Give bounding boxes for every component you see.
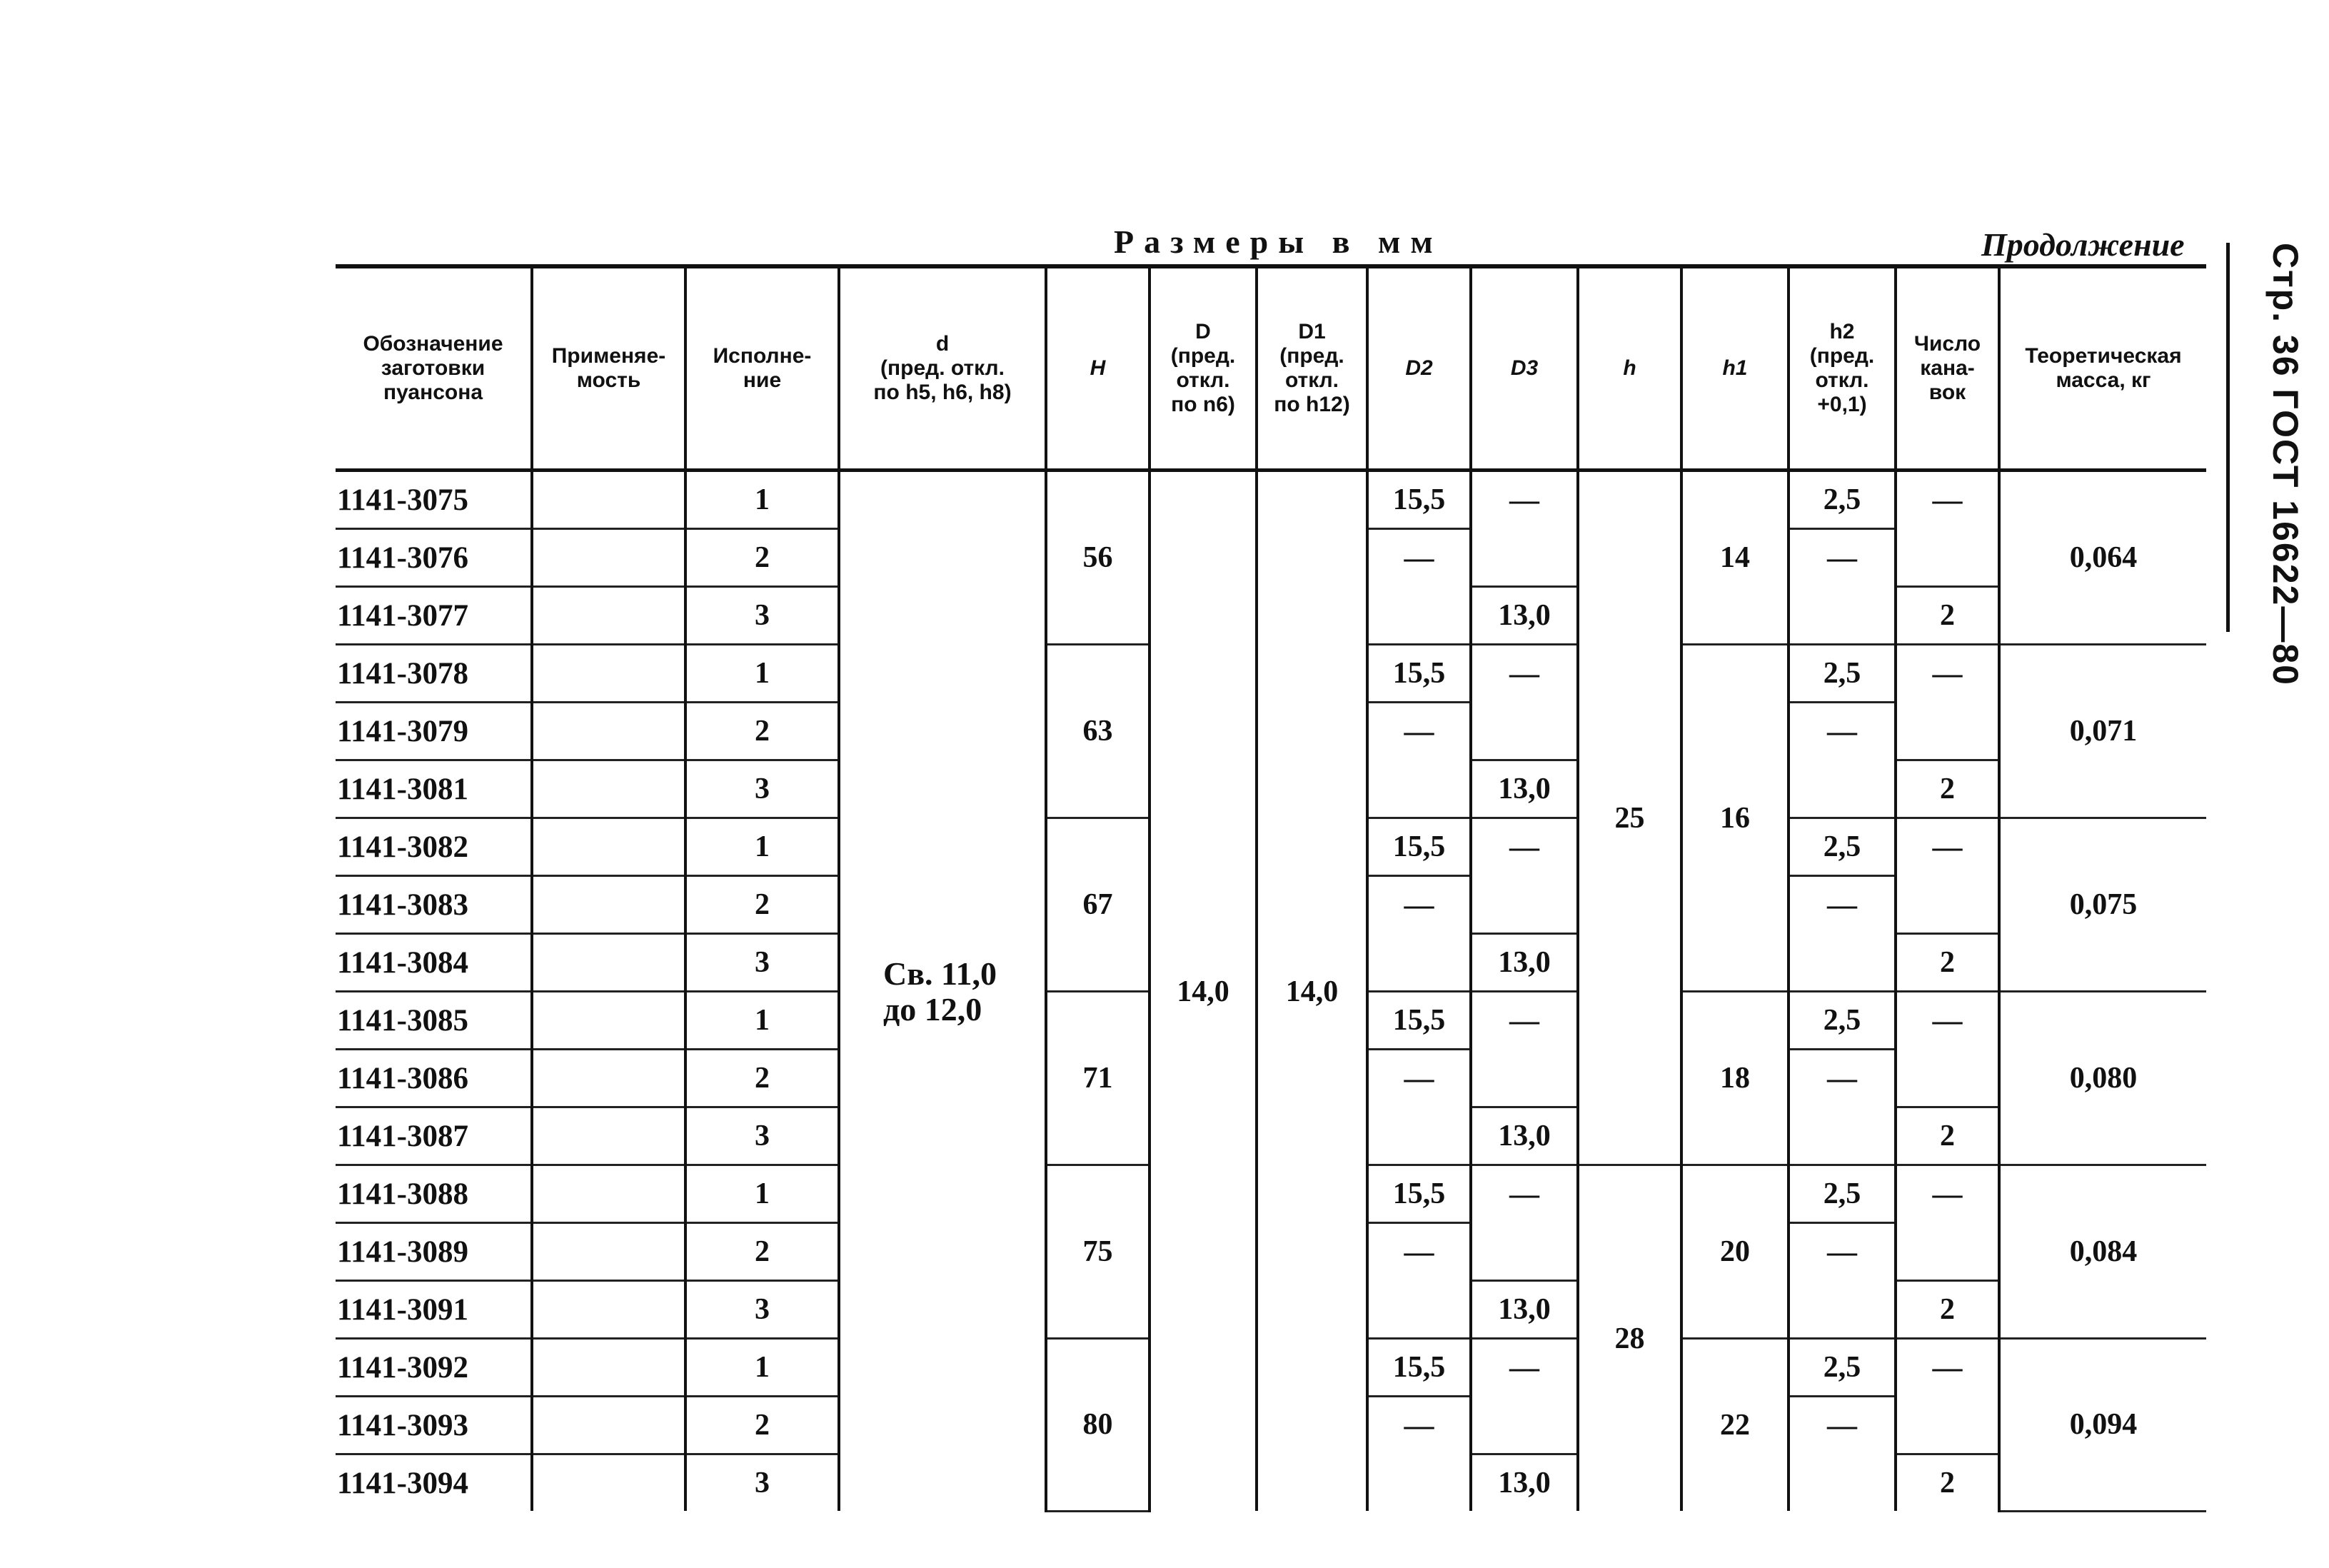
col-designation: Обозначение заготовки пуансона [336,266,532,471]
cell-designation: 1141-3091 [336,1281,532,1339]
cell-d-range: Св. 11,0 до 12,0 [839,471,1046,1512]
cell-applicability [532,1397,685,1454]
cell-h2 [1789,760,1896,818]
cell-designation: 1141-3085 [336,992,532,1050]
cell-D2 [1367,760,1471,818]
cell-D3: — [1471,992,1578,1050]
table-body [336,471,2206,1512]
cell-designation: 1141-3081 [336,760,532,818]
cell-D2: 15,5 [1367,471,1471,529]
cell-variant: 3 [685,587,839,645]
cell-grooves: — [1896,645,1999,703]
col-D1: D1 (пред. откл. по h12) [1257,266,1367,471]
cell-D2: — [1367,876,1471,934]
cell-h2 [1789,587,1896,645]
cell-h1: 22 [1681,1339,1789,1512]
cell-D2 [1367,934,1471,992]
cell-D2: — [1367,1397,1471,1454]
col-h1: h1 [1681,266,1789,471]
col-h: h [1578,266,1681,471]
cell-variant: 3 [685,1454,839,1512]
cell-D2 [1367,1454,1471,1512]
col-grooves: Число кана- вок [1896,266,1999,471]
cell-h2 [1789,1107,1896,1165]
cell-designation: 1141-3083 [336,876,532,934]
cell-designation: 1141-3078 [336,645,532,703]
cell-h2: — [1789,1050,1896,1107]
cell-grooves: 2 [1896,1281,1999,1339]
cell-D2: 15,5 [1367,818,1471,876]
cell-applicability [532,1339,685,1397]
col-D2: D2 [1367,266,1471,471]
cell-D2: 15,5 [1367,1165,1471,1223]
cell-applicability [532,992,685,1050]
col-d: d (пред. откл. по h5, h6, h8) [839,266,1046,471]
cell-h2: 2,5 [1789,818,1896,876]
cell-applicability [532,1281,685,1339]
cell-variant: 2 [685,876,839,934]
cell-grooves: — [1896,992,1999,1050]
cell-designation: 1141-3084 [336,934,532,992]
col-H: H [1046,266,1150,471]
cell-variant: 1 [685,992,839,1050]
cell-applicability [532,760,685,818]
cell-H: 80 [1046,1339,1150,1512]
cell-variant: 2 [685,1050,839,1107]
cell-grooves: 2 [1896,760,1999,818]
cell-applicability [532,645,685,703]
cell-grooves: 2 [1896,1454,1999,1512]
dimensions-table [336,264,2206,1512]
cell-h2 [1789,1281,1896,1339]
cell-D3: — [1471,471,1578,529]
cell-h2: 2,5 [1789,645,1896,703]
cell-applicability [532,587,685,645]
cell-designation: 1141-3093 [336,1397,532,1454]
cell-D2: — [1367,1050,1471,1107]
cell-D3: 13,0 [1471,1454,1578,1512]
cell-applicability [532,529,685,587]
cell-mass: 0,080 [1999,992,2206,1165]
cell-h2: 2,5 [1789,1339,1896,1397]
cell-h2: — [1789,1223,1896,1281]
cell-mass: 0,075 [1999,818,2206,992]
cell-D3: — [1471,1165,1578,1223]
col-variant: Исполне- ние [685,266,839,471]
cell-D3: 13,0 [1471,587,1578,645]
cell-D3 [1471,703,1578,760]
cell-h2: — [1789,703,1896,760]
cell-grooves: — [1896,1339,1999,1397]
cell-D3: 13,0 [1471,760,1578,818]
cell-designation: 1141-3086 [336,1050,532,1107]
cell-D3: 13,0 [1471,1107,1578,1165]
cell-variant: 2 [685,1397,839,1454]
cell-H: 71 [1046,992,1150,1165]
cell-D3: — [1471,645,1578,703]
cell-variant: 2 [685,1223,839,1281]
cell-D2 [1367,587,1471,645]
cell-variant: 3 [685,760,839,818]
cell-applicability [532,1223,685,1281]
cell-D3 [1471,1223,1578,1281]
col-applicability: Применяе- мость [532,266,685,471]
cell-variant: 3 [685,1107,839,1165]
col-D: D (пред. откл. по n6) [1150,266,1257,471]
cell-D2: — [1367,703,1471,760]
cell-h2: 2,5 [1789,992,1896,1050]
cell-designation: 1141-3094 [337,1466,468,1500]
cell-D2: 15,5 [1367,992,1471,1050]
cell-variant: 2 [685,703,839,760]
cell-applicability [532,471,685,529]
cell-grooves: 2 [1896,587,1999,645]
cell-grooves: — [1896,818,1999,876]
cell-D: 14,0 [1150,471,1257,1512]
cell-grooves [1896,529,1999,587]
cell-grooves [1896,1050,1999,1107]
col-D3: D3 [1471,266,1578,471]
cell-D3: — [1471,818,1578,876]
cell-grooves [1896,703,1999,760]
cell-h1: 14 [1681,471,1789,645]
cell-D2: — [1367,529,1471,587]
side-rule [2226,243,2230,632]
continuation-label: Продолжение [1981,226,2185,263]
cell-D1: 14,0 [1257,471,1367,1512]
cell-D2: 15,5 [1367,1339,1471,1397]
cell-h: 28 [1578,1165,1681,1512]
cell-mass: 0,071 [1999,645,2206,818]
cell-D2: 15,5 [1367,645,1471,703]
page-side-note: Стр. 36 ГОСТ 16622—80 [2265,243,2305,686]
cell-D3 [1471,876,1578,934]
page-heading: Размеры в мм [1114,223,1443,260]
cell-applicability [532,1454,685,1512]
cell-variant: 1 [685,1165,839,1223]
cell-applicability [532,876,685,934]
col-mass: Теоретическая масса, кг [1999,266,2206,471]
cell-applicability [532,1050,685,1107]
cell-D3: 13,0 [1471,934,1578,992]
cell-variant: 2 [685,529,839,587]
cell-designation: 1141-3079 [336,703,532,760]
cell-D3: 13,0 [1471,1281,1578,1339]
cell-D3 [1471,1397,1578,1454]
cell-applicability [532,703,685,760]
col-h2: h2 (пред. откл. +0,1) [1789,266,1896,471]
cell-applicability [532,934,685,992]
cell-grooves [1896,1223,1999,1281]
cell-grooves: — [1896,1165,1999,1223]
cell-designation: 1141-3075 [336,471,532,529]
cell-D2: — [1367,1223,1471,1281]
cell-mass: 0,064 [1999,471,2206,645]
cell-designation: 1141-3087 [336,1107,532,1165]
cell-h2: — [1789,876,1896,934]
cell-h2: 2,5 [1789,1165,1896,1223]
cell-designation: 1141-3088 [336,1165,532,1223]
cell-grooves [1896,876,1999,934]
cell-applicability [532,1165,685,1223]
cell-grooves: 2 [1896,934,1999,992]
cell-variant: 3 [685,934,839,992]
cell-D3: — [1471,1339,1578,1397]
cell-H: 67 [1046,818,1150,992]
cell-mass: 0,084 [1999,1165,2206,1339]
cell-variant: 1 [685,645,839,703]
cell-h: 25 [1578,471,1681,1165]
cell-h1: 18 [1681,992,1789,1165]
cell-D2 [1367,1281,1471,1339]
cell-h2: — [1789,1397,1896,1454]
cell-designation: 1141-3092 [336,1339,532,1397]
cell-designation: 1141-3082 [336,818,532,876]
cell-h2: 2,5 [1789,471,1896,529]
cell-H: 75 [1046,1165,1150,1339]
cell-h2: — [1789,529,1896,587]
cell-variant: 1 [685,471,839,529]
cell-h2 [1789,934,1896,992]
cell-variant: 1 [685,1339,839,1397]
cell-applicability [532,818,685,876]
header-row [336,266,2206,471]
cell-h2 [1789,1454,1896,1512]
cell-mass: 0,094 [1999,1339,2206,1512]
cell-H: 56 [1046,471,1150,645]
cell-designation: 1141-3077 [336,587,532,645]
cell-h1: 20 [1681,1165,1789,1339]
cell-D3 [1471,1050,1578,1107]
cell-applicability [532,1107,685,1165]
cell-grooves [1896,1397,1999,1454]
cell-designation: 1141-3089 [336,1223,532,1281]
cell-designation: 1141-3076 [336,529,532,587]
table-row [336,471,2206,529]
cell-variant: 1 [685,818,839,876]
cell-D3 [1471,529,1578,587]
cell-h1: 16 [1681,645,1789,992]
cell-variant: 3 [685,1281,839,1339]
cell-H: 63 [1046,645,1150,818]
cell-D2 [1367,1107,1471,1165]
cell-grooves: — [1896,471,1999,529]
cell-grooves: 2 [1896,1107,1999,1165]
